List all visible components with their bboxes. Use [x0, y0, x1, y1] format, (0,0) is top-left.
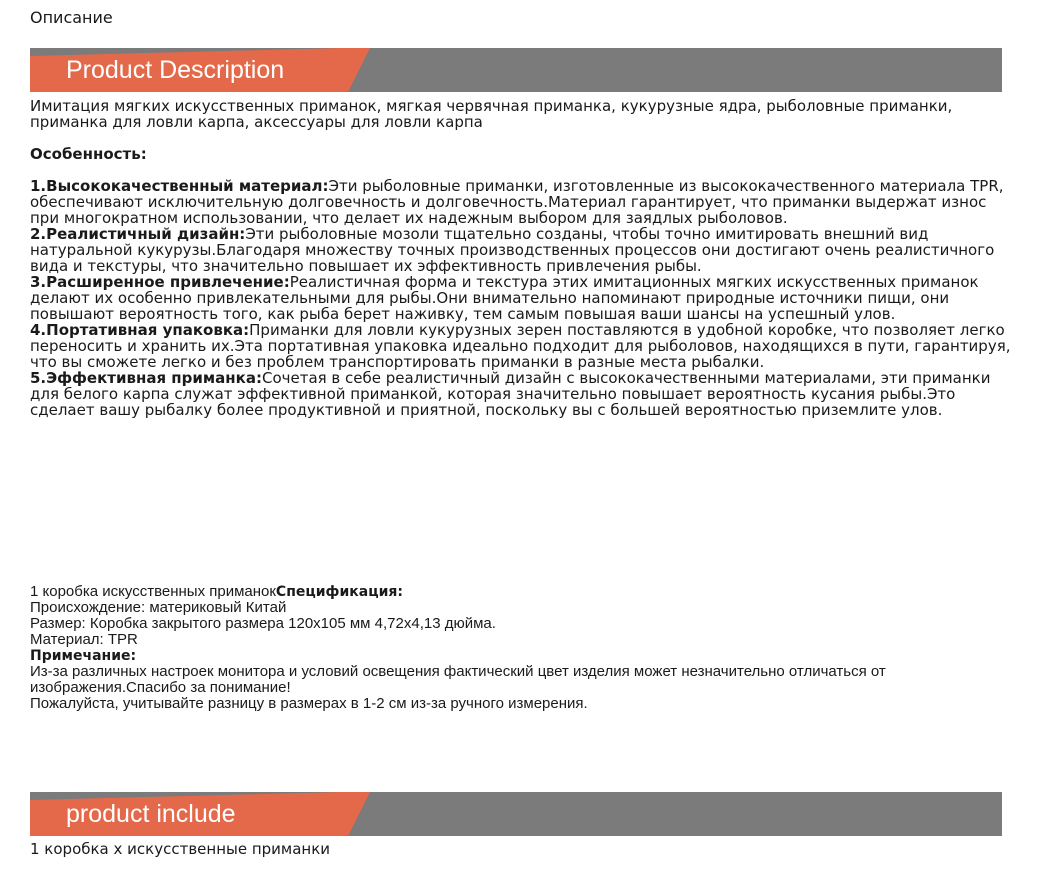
intro-text: Имитация мягких искусственных приманок, мягкая червячная приманка, кукурузные ядра, рыболовные приманки, приманка для ловли карпа, аксессуары для ловли карпа: [30, 97, 953, 131]
spec-line: [30, 584, 1020, 600]
spec-size: Размер: Коробка закрытого размера 120x105 мм 4,72x4,13 дюйма.: [30, 615, 496, 632]
note-text: Из-за различных настроек монитора и условий освещения фактический цвет изделия может незначительно отличаться от изображения.Спасибо за понимание!: [30, 663, 886, 696]
feature-title: 2.Реалистичный дизайн:: [30, 225, 246, 243]
page-heading: Описание: [30, 8, 113, 27]
feature-title: 3.Расширенное привлечение:: [30, 273, 290, 291]
feature-item: [30, 322, 1020, 370]
spec-material: Материал: TPR: [30, 631, 138, 648]
feature-item: [30, 226, 1020, 274]
spec-title: Спецификация:: [275, 584, 403, 600]
features-title: Особенность:: [30, 145, 147, 163]
banner-title: Product Description: [66, 56, 285, 84]
feature-title: 1.Высококачественный материал:: [30, 177, 329, 195]
product-include-banner: [30, 792, 1002, 836]
product-description-banner: [30, 48, 1002, 92]
note-title: Примечание:: [30, 648, 137, 664]
spec-prefix: 1 коробка искусственных приманок: [30, 583, 276, 600]
note-text: Пожалуйста, учитывайте разницу в размерах в 1-2 см из-за ручного измерения.: [30, 695, 588, 712]
description-body: [30, 98, 1020, 418]
feature-item: [30, 274, 1020, 322]
banner-title: product include: [66, 800, 236, 828]
feature-text: Эти рыболовные мозоли тщательно созданы, чтобы точно имитировать внешний вид натуральной кукурузы.Благодаря множеству точных производственных процессов они достигают очень реалистичного вида и текстуры, что значительно повышает их эффективность привлечения рыбы.: [30, 225, 995, 275]
spec-origin: Происхождение: материковый Китай: [30, 599, 287, 616]
feature-title: 5.Эффективная приманка:: [30, 369, 262, 387]
feature-item: [30, 178, 1020, 226]
feature-text: Эти рыболовные приманки, изготовленные из высококачественного материала TPR, обеспечивают исключительную долговечность и долговечность.Материал гарантирует, что приманки выдержат износ при многократном использовании, что делает их надежным выбором для заядлых рыболовов.: [30, 177, 1004, 227]
include-text: 1 коробка x искусственные приманки: [30, 840, 331, 858]
feature-text: Реалистичная форма и текстура этих имитационных мягких искусственных приманок делают их особенно привлекательными для рыбы.Они внимательно напоминают природные источники пищи, они повышают вероятность того, как рыба берет наживку, тем самым повышая ваши шансы на успешный улов.: [30, 273, 979, 323]
specification-block: [30, 584, 1020, 712]
feature-title: 4.Портативная упаковка:: [30, 321, 250, 339]
feature-item: [30, 370, 1020, 418]
feature-text: Приманки для ловли кукурузных зерен поставляются в удобной коробке, что позволяет легко переносить и хранить их.Эта портативная упаковка идеально подходит для рыболовов, находящихся в пути, гарантируя, что вы сможете легко и без проблем транспортировать приманки в разные места рыбалки.: [30, 321, 1011, 371]
feature-text: Сочетая в себе реалистичный дизайн с высококачественными материалами, эти приманки для белого карпа служат эффективной приманкой, которая значительно повышает вероятность кусания рыбы.Это сделает вашу рыбалку более продуктивной и приятной, поскольку вы с большей вероятностью приземлите улов.: [30, 369, 991, 419]
